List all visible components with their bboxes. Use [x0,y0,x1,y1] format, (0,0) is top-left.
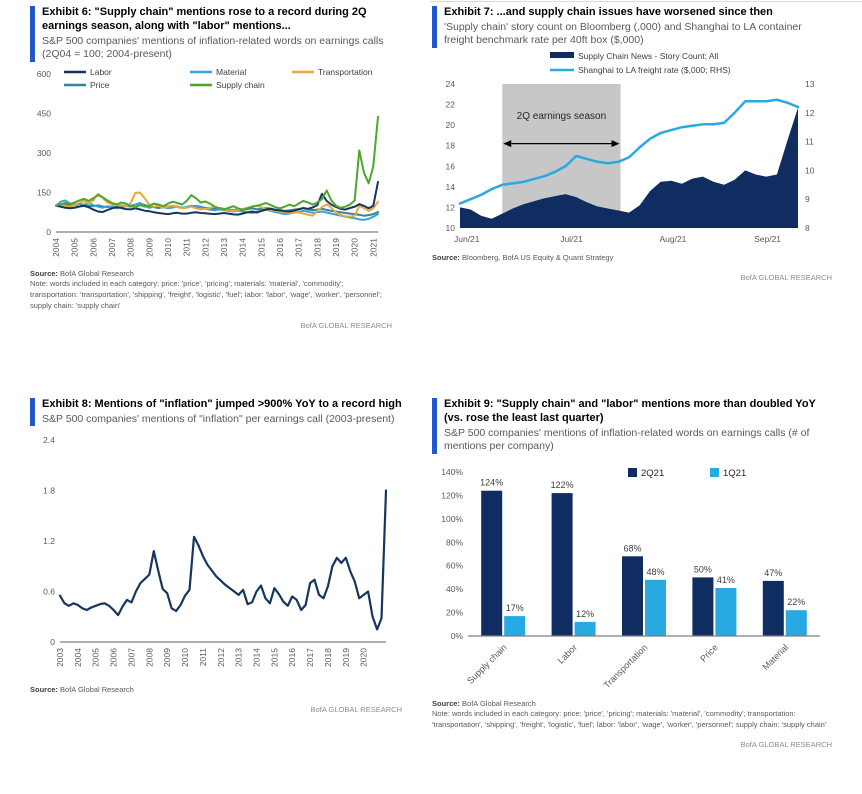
y-tick-label: 40% [445,583,463,594]
bar-transportation-1q21 [645,579,666,635]
x-tick-label: 2011 [181,237,192,256]
x-tick-label: Jun/21 [453,233,480,244]
y-tick-label: 16 [445,160,455,171]
x-tick-label: 2012 [200,237,211,257]
accent-bar [30,398,35,426]
y-tick-label: 0.6 [43,586,55,597]
y-tick-label: 2.4 [43,435,55,446]
legend-label-material: Material [216,66,247,77]
x-tick-label: Aug/21 [659,233,687,244]
exhibit-title: Exhibit 9: "Supply chain" and "labor" mentions more than doubled YoY (vs. rose the least last quarter) [444,398,816,424]
x-category-label: Supply chain [465,641,509,686]
exhibit-9-canvas [432,458,828,696]
brand-line: BofA GLOBAL RESEARCH [740,740,832,750]
exhibit-7 [432,6,832,282]
exhibit-9-header [432,398,832,454]
x-tick-label: 2017 [305,648,316,668]
x-tick-label: 2013 [233,648,244,668]
x-tick-label: 2016 [275,237,285,257]
exhibit-7-canvas [432,52,828,250]
x-category-label: Transportation [601,641,650,690]
exhibit-7-source [432,253,832,264]
y-tick-label: 10 [445,222,455,233]
y2-tick-label: 12 [805,107,815,118]
y-tick-label: 24 [445,78,455,89]
x-tick-label: 2018 [322,648,333,668]
exhibit-subtitle: S&P 500 companies' mentions of "inflation" per earnings call (2003-present) [42,412,395,425]
exhibit-6-header [30,6,392,62]
source-label: Source: [30,268,58,278]
x-tick-label: 2009 [144,237,155,257]
x-category-label: Labor [555,641,580,666]
bar-transportation-2q21 [622,556,643,636]
y2-tick-label: 13 [805,78,815,89]
y-tick-label: 80% [445,536,463,547]
exhibit-9 [432,398,832,749]
bar-value-label: 41% [716,574,735,585]
legend-swatch-1q21 [710,468,719,477]
x-category-label: Material [760,641,791,672]
x-tick-label: 2007 [126,648,137,668]
accent-bar [432,6,437,48]
exhibit-6-source [30,269,392,313]
y-tick-label: 0 [46,226,51,237]
y-tick-label: 100% [441,513,463,524]
y-tick-label: 12 [445,202,455,213]
y-tick-label: 60% [445,560,463,571]
x-tick-label: 2015 [256,237,267,257]
source-text: Bloomberg, BofA US Equity & Quant Strategy [459,252,614,262]
y-tick-label: 0% [450,630,463,641]
accent-bar [432,398,437,454]
band-label: 2Q earnings season [516,110,607,122]
exhibit-7-chart [432,52,832,250]
y-tick-label: 450 [36,108,51,119]
x-tick-label: 2006 [108,648,119,668]
y-tick-label: 1.8 [43,485,55,496]
legend-label-transportation: Transportation [318,66,373,77]
exhibit-7-heading [444,6,832,48]
exhibit-subtitle: S&P 500 companies' mentions of inflation-related words on earnings calls (2Q04 = 100; 2004-present) [42,34,384,61]
y2-tick-label: 8 [805,222,810,233]
exhibit-8-chart [30,430,402,682]
exhibit-6 [30,6,392,330]
bar-value-label: 47% [764,567,783,578]
legend-label-1q21: 1Q21 [723,467,747,479]
x-tick-label: 2006 [88,237,99,257]
x-category-label: Price [698,641,720,664]
y-tick-label: 20 [445,119,455,130]
source-text: BofA Global Research [459,698,536,708]
x-tick-label: 2004 [51,237,61,257]
x-tick-label: 2010 [180,648,191,668]
bar-value-label: 50% [693,564,712,575]
x-tick-label: 2019 [340,648,351,668]
note-text: Note: words included in each category: price: 'price', 'pricing'; materials: 'material', 'commodity'; transportation: 'transportation', 'shipping', 'freight', 'logistic', 'fuel'; labor: 'labor', 'wage', 'worker', 'personnel'; supply chain: 'supply chain' [30,279,382,311]
x-tick-label: 2018 [312,237,323,257]
y-tick-label: 20% [445,607,463,618]
bar-value-label: 68% [623,542,642,553]
exhibit-title: Exhibit 8: Mentions of "inflation" jumped >900% YoY to a record high [42,398,402,410]
x-tick-label: 2003 [55,648,65,668]
exhibit-6-heading [42,6,392,62]
x-tick-label: 2020 [349,237,360,257]
legend-label-labor: Labor [90,66,112,77]
y2-tick-label: 9 [805,193,810,204]
x-tick-label: Jul/21 [560,233,583,244]
bar-value-label: 22% [787,596,806,607]
bar-labor-2q21 [552,493,573,636]
x-tick-label: 2008 [125,237,136,257]
y-tick-label: 14 [445,181,455,192]
bar-supply-chain-2q21 [481,490,502,635]
source-label: Source: [30,685,58,695]
exhibit-8-source [30,685,402,696]
x-tick-label: 2011 [197,648,208,667]
legend-label-2q21: 2Q21 [641,467,665,479]
exhibit-subtitle: 'Supply chain' story count on Bloomberg (,000) and Shanghai to LA container freight benchmark rate per 40ft box ($,000) [444,20,802,47]
x-tick-label: 2005 [90,648,101,668]
x-tick-label: 2021 [368,237,379,257]
exhibit-9-source [432,699,832,732]
x-tick-label: 2020 [358,648,369,668]
brand-line: BofA GLOBAL RESEARCH [740,272,832,282]
y-tick-label: 0 [50,637,55,648]
x-tick-label: 2015 [269,648,280,668]
y-tick-label: 120% [441,490,463,501]
brand-line: BofA GLOBAL RESEARCH [310,705,402,715]
bar-value-label: 124% [480,477,504,488]
exhibit-8-heading [42,398,402,426]
y-tick-label: 18 [445,140,455,151]
legend-label-price: Price [90,79,110,90]
x-tick-label: 2012 [215,648,226,668]
legend-swatch-supply-chain-news-story-count-all [550,52,574,58]
exhibit-6-canvas [30,66,388,266]
y2-tick-label: 10 [805,165,815,176]
source-label: Source: [432,252,460,262]
bar-value-label: 12% [576,608,595,619]
y2-tick-label: 11 [805,136,814,147]
series-line-inflation-mentions-per-call [60,491,386,630]
exhibit-8 [30,398,402,714]
x-tick-label: 2005 [69,237,80,257]
series-line-supply-chain [56,116,378,209]
x-tick-label: 2004 [72,648,83,668]
bar-material-2q21 [763,580,784,635]
exhibit-8-header [30,398,402,426]
bar-price-2q21 [692,577,713,636]
exhibit-9-chart [432,458,832,696]
accent-bar [30,6,35,62]
x-tick-label: 2019 [331,237,341,257]
bar-value-label: 48% [646,566,665,577]
y-tick-label: 300 [36,147,51,158]
y-tick-label: 600 [36,68,51,79]
exhibit-9-heading [444,398,832,454]
bar-supply-chain-1q21 [504,616,525,636]
x-tick-label: 2008 [144,648,155,668]
x-tick-label: 2013 [219,237,229,257]
source-text: BofA Global Research [57,268,134,278]
exhibit-8-canvas [30,430,398,682]
y-tick-label: 1.2 [43,536,55,547]
x-tick-label: 2016 [287,648,298,668]
exhibit-title: Exhibit 6: "Supply chain" mentions rose to a record during 2Q earnings season, along with "labor" mentions... [42,6,367,32]
note-text: Note: words included in each category: price: 'price', 'pricing'; materials: 'material', 'commodity'; transportation: 'transportation', 'shipping', 'freight', 'logistic', 'fuel'; labor: 'labor', 'wage', 'worker', 'personnel'; supply chain: 'supply chain' [432,709,827,730]
bar-value-label: 17% [505,602,524,613]
x-tick-label: 2014 [251,648,262,668]
legend-label-supply-chain: Supply chain [216,79,265,90]
exhibit-7-header [432,6,832,48]
legend-label-shanghai-to-la-freight-rate-000-rhs: Shanghai to LA freight rate ($,000; RHS) [578,64,731,75]
y-tick-label: 22 [445,99,455,110]
exhibit-subtitle: S&P 500 companies' mentions of inflation-related words on earnings calls (# of mentions per company) [444,426,810,453]
page-top-divider [430,1,862,2]
brand-line: BofA GLOBAL RESEARCH [300,321,392,331]
bar-value-label: 122% [550,479,574,490]
y-tick-label: 150 [36,187,51,198]
x-tick-label: Sep/21 [754,233,782,244]
source-label: Source: [432,698,460,708]
x-tick-label: 2007 [107,237,117,257]
x-tick-label: 2009 [162,648,173,668]
x-tick-label: 2010 [163,237,173,257]
exhibit-title: Exhibit 7: ...and supply chain issues have worsened since then [444,6,773,18]
legend-swatch-2q21 [628,468,637,477]
bar-material-1q21 [786,610,807,636]
exhibit-6-chart [30,66,392,266]
bar-labor-1q21 [575,621,596,635]
legend-label-supply-chain-news-story-count-all: Supply Chain News - Story Count: All [578,51,719,61]
x-tick-label: 2017 [293,237,304,257]
bar-price-1q21 [715,588,736,636]
source-text: BofA Global Research [57,685,134,695]
x-tick-label: 2014 [237,237,248,257]
y-tick-label: 140% [441,466,463,477]
